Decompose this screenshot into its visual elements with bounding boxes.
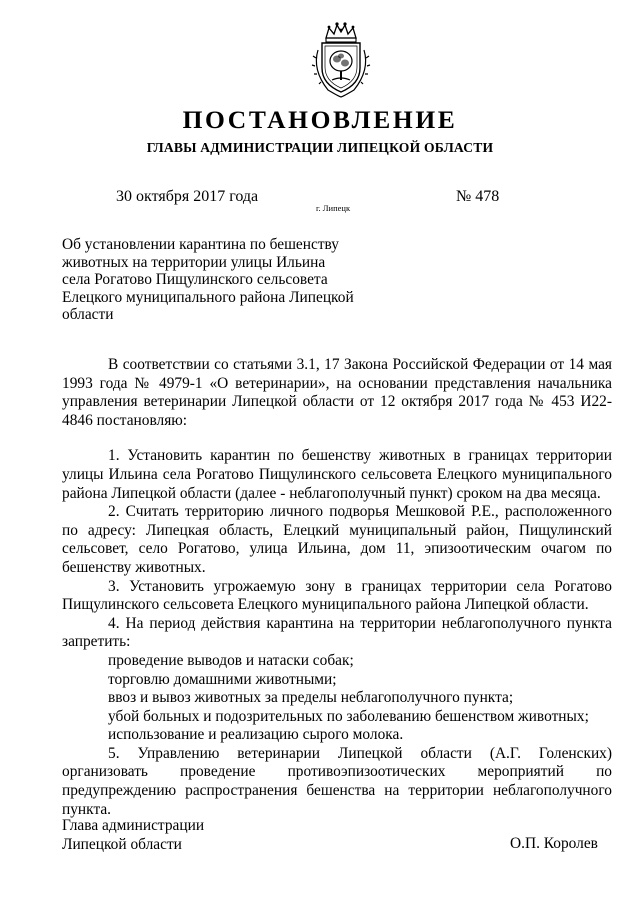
signer-name: О.П. Королев [510,835,598,852]
signature-block [62,817,204,854]
clause-4: 4. На период действия карантина на территории неблагополучного пункта запретить: [62,614,612,651]
clause-5: 5. Управлению ветеринарии Липецкой области (А.Г. Голенских) организовать проведение противоэпизоотических мероприятий по предупреждению распространения бешенства на территории неблагополучного пункта. [62,744,612,818]
document-title: ПОСТАНОВЛЕНИЕ [182,105,458,134]
subject-line: села Рогатово Пищулинского сельсовета [62,271,328,289]
subject-line: Елецкого муниципального района Липецкой [62,288,354,306]
subject-line: животных на территории улицы Ильина [62,253,326,271]
subject-line: области [62,306,114,324]
prohibition-item: торговлю домашними животными; [108,670,337,688]
document-number: № 478 [456,188,500,205]
signer-position-line: Липецкой области [62,835,182,853]
prohibition-item: убой больных и подозрительных по заболеванию бешенством животных; [108,707,589,725]
document-subtitle: ГЛАВЫ АДМИНИСТРАЦИИ ЛИПЕЦКОЙ ОБЛАСТИ [146,140,494,155]
subject-line: Об установлении карантина по бешенству [62,236,339,253]
signer-position-line: Глава администрации [62,817,205,834]
document-date: 30 октября 2017 года [116,188,259,205]
clause-2: 2. Считать территорию личного подворья Мешковой Р.Е., расположенного по адресу: Липецкая область, Елецкий муниципальный район, Пищулинский сельсовет, село Рогатово, улица Ильина, дом 11, эпизоотическим очагом по бешенству животных. [62,503,612,576]
clause-3: 3. Установить угрожаемую зону в границах территории села Рогатово Пищулинского сельсовета Елецкого муниципального района Липецкой области. [62,577,612,614]
preamble-paragraph: В соответствии со статьями 3.1, 17 Закона Российской Федерации от 14 мая 1993 года № 4979-1 «О ветеринарии», на основании представления начальника управления ветеринарии Липецкой области от 12 октября 2017 года № 453 И22-4846 постановляю: [62,356,612,429]
document-body [62,356,612,819]
document-city: г. Липецк [316,203,351,213]
lipetsk-coat-of-arms-icon [308,20,374,98]
prohibition-item: использование и реализацию сырого молока. [108,726,404,744]
clause-1: 1. Установить карантин по бешенству животных в границах территории улицы Ильина села Рогатово Пищулинского сельсовета Елецкого муниципального района Липецкой области (далее - неблагополучный пункт) сроком на два месяца. [62,447,612,502]
prohibition-item: ввоз и вывоз животных за пределы неблагополучного пункта; [108,689,514,707]
document-subject [62,236,362,324]
prohibition-item: проведение выводов и натаски собак; [108,651,354,669]
